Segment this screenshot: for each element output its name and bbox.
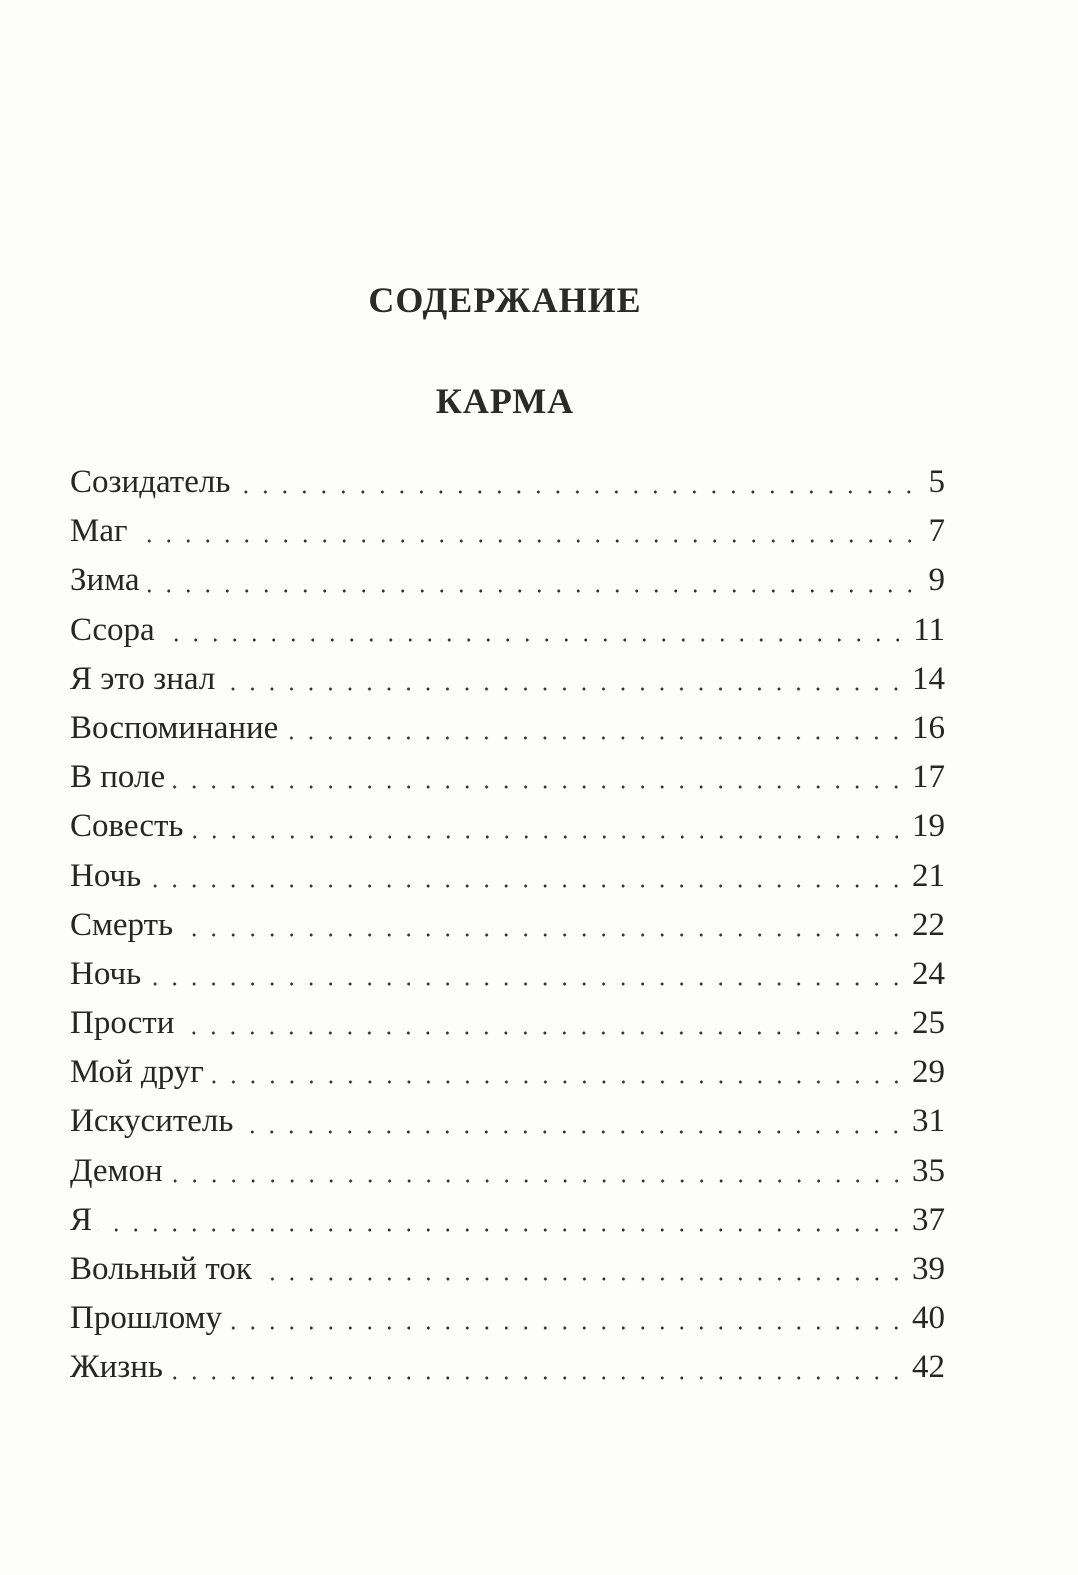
toc-entry-page: 11 — [913, 611, 945, 648]
toc-entry-title: Ночь — [70, 857, 142, 894]
toc-entry-title: Воспоминание — [70, 709, 279, 746]
dot-leader — [236, 490, 919, 494]
section-title: КАРМА — [435, 381, 575, 421]
toc-entry-title: Прости — [70, 1005, 175, 1042]
toc-entry-page: 16 — [912, 709, 945, 746]
toc-entry-title: Вольный ток — [70, 1251, 252, 1287]
toc-entry-title: Я — [70, 1201, 93, 1238]
dot-leader — [169, 1179, 906, 1183]
dot-leader — [239, 1130, 906, 1134]
dot-leader — [180, 1031, 906, 1035]
toc-entry-page: 14 — [912, 660, 945, 697]
toc-entry-title: Ночь — [70, 955, 142, 992]
dot-leader — [146, 589, 920, 593]
toc-entry-title: Зима — [70, 562, 140, 599]
toc-entry-title: Жизнь — [70, 1349, 163, 1386]
toc-entry-page: 21 — [912, 857, 945, 894]
dot-leader — [169, 1376, 906, 1380]
toc-entry-title: Совесть — [70, 808, 184, 845]
toc-entry[interactable] — [70, 458, 945, 507]
toc-entry-title: Я это знал — [70, 660, 216, 697]
toc-entry[interactable] — [70, 655, 945, 704]
dot-leader — [134, 539, 919, 543]
toc-entry[interactable] — [70, 507, 945, 556]
toc-entry[interactable] — [70, 753, 945, 802]
toc-entry[interactable] — [70, 852, 945, 901]
toc-entry-page: 42 — [912, 1349, 945, 1386]
toc-entry-title: Маг — [70, 513, 128, 550]
toc-entry-title: В поле — [70, 759, 166, 796]
toc-entry-title: Смерть — [70, 906, 174, 943]
toc-entry-title: Прошлому — [70, 1300, 222, 1337]
toc-entry[interactable] — [70, 1097, 945, 1146]
toc-entry-page: 22 — [912, 906, 945, 943]
dot-leader — [284, 736, 906, 740]
toc-entry-title: Ссора — [70, 611, 155, 648]
dot-leader — [147, 982, 906, 986]
table-of-contents — [70, 458, 945, 1393]
toc-entry-page: 5 — [928, 464, 945, 500]
toc-entry[interactable] — [70, 1245, 945, 1294]
toc-entry[interactable] — [70, 1294, 945, 1343]
toc-entry-page: 37 — [912, 1201, 945, 1238]
dot-leader — [147, 884, 906, 888]
toc-entry-page: 39 — [912, 1251, 945, 1287]
toc-entry-page: 24 — [912, 955, 945, 992]
toc-entry[interactable] — [70, 1147, 945, 1196]
toc-entry[interactable] — [70, 802, 945, 851]
toc-entry-title: Мой друг — [70, 1054, 204, 1091]
toc-entry-page: 19 — [912, 808, 945, 845]
toc-entry-title: Созидатель — [70, 464, 231, 500]
toc-entry[interactable] — [70, 1196, 945, 1245]
toc-entry-page: 35 — [912, 1152, 945, 1189]
toc-entry[interactable] — [70, 1048, 945, 1097]
toc-entry[interactable] — [70, 606, 945, 655]
dot-leader — [98, 1228, 906, 1232]
dot-leader — [228, 1326, 906, 1330]
toc-entry[interactable] — [70, 556, 945, 605]
toc-entry[interactable] — [70, 999, 945, 1048]
dot-leader — [171, 785, 906, 789]
dot-leader — [258, 1277, 906, 1281]
dot-leader — [221, 687, 906, 691]
toc-entry-page: 7 — [928, 513, 945, 550]
toc-entry-page: 31 — [912, 1103, 945, 1140]
page-title: СОДЕРЖАНИЕ — [368, 280, 642, 320]
toc-entry-title: Демон — [70, 1152, 163, 1189]
toc-entry[interactable] — [70, 901, 945, 950]
toc-entry-page: 25 — [912, 1005, 945, 1042]
toc-entry[interactable] — [70, 950, 945, 999]
dot-leader — [190, 835, 907, 839]
toc-entry[interactable] — [70, 704, 945, 753]
dot-leader — [161, 638, 908, 642]
dot-leader — [210, 1080, 906, 1084]
dot-leader — [179, 933, 906, 937]
toc-entry[interactable] — [70, 1343, 945, 1392]
toc-entry-title: Искуситель — [70, 1103, 234, 1140]
toc-entry-page: 17 — [912, 759, 945, 796]
toc-entry-page: 40 — [912, 1300, 945, 1337]
toc-entry-page: 29 — [912, 1054, 945, 1091]
toc-entry-page: 9 — [928, 562, 945, 599]
